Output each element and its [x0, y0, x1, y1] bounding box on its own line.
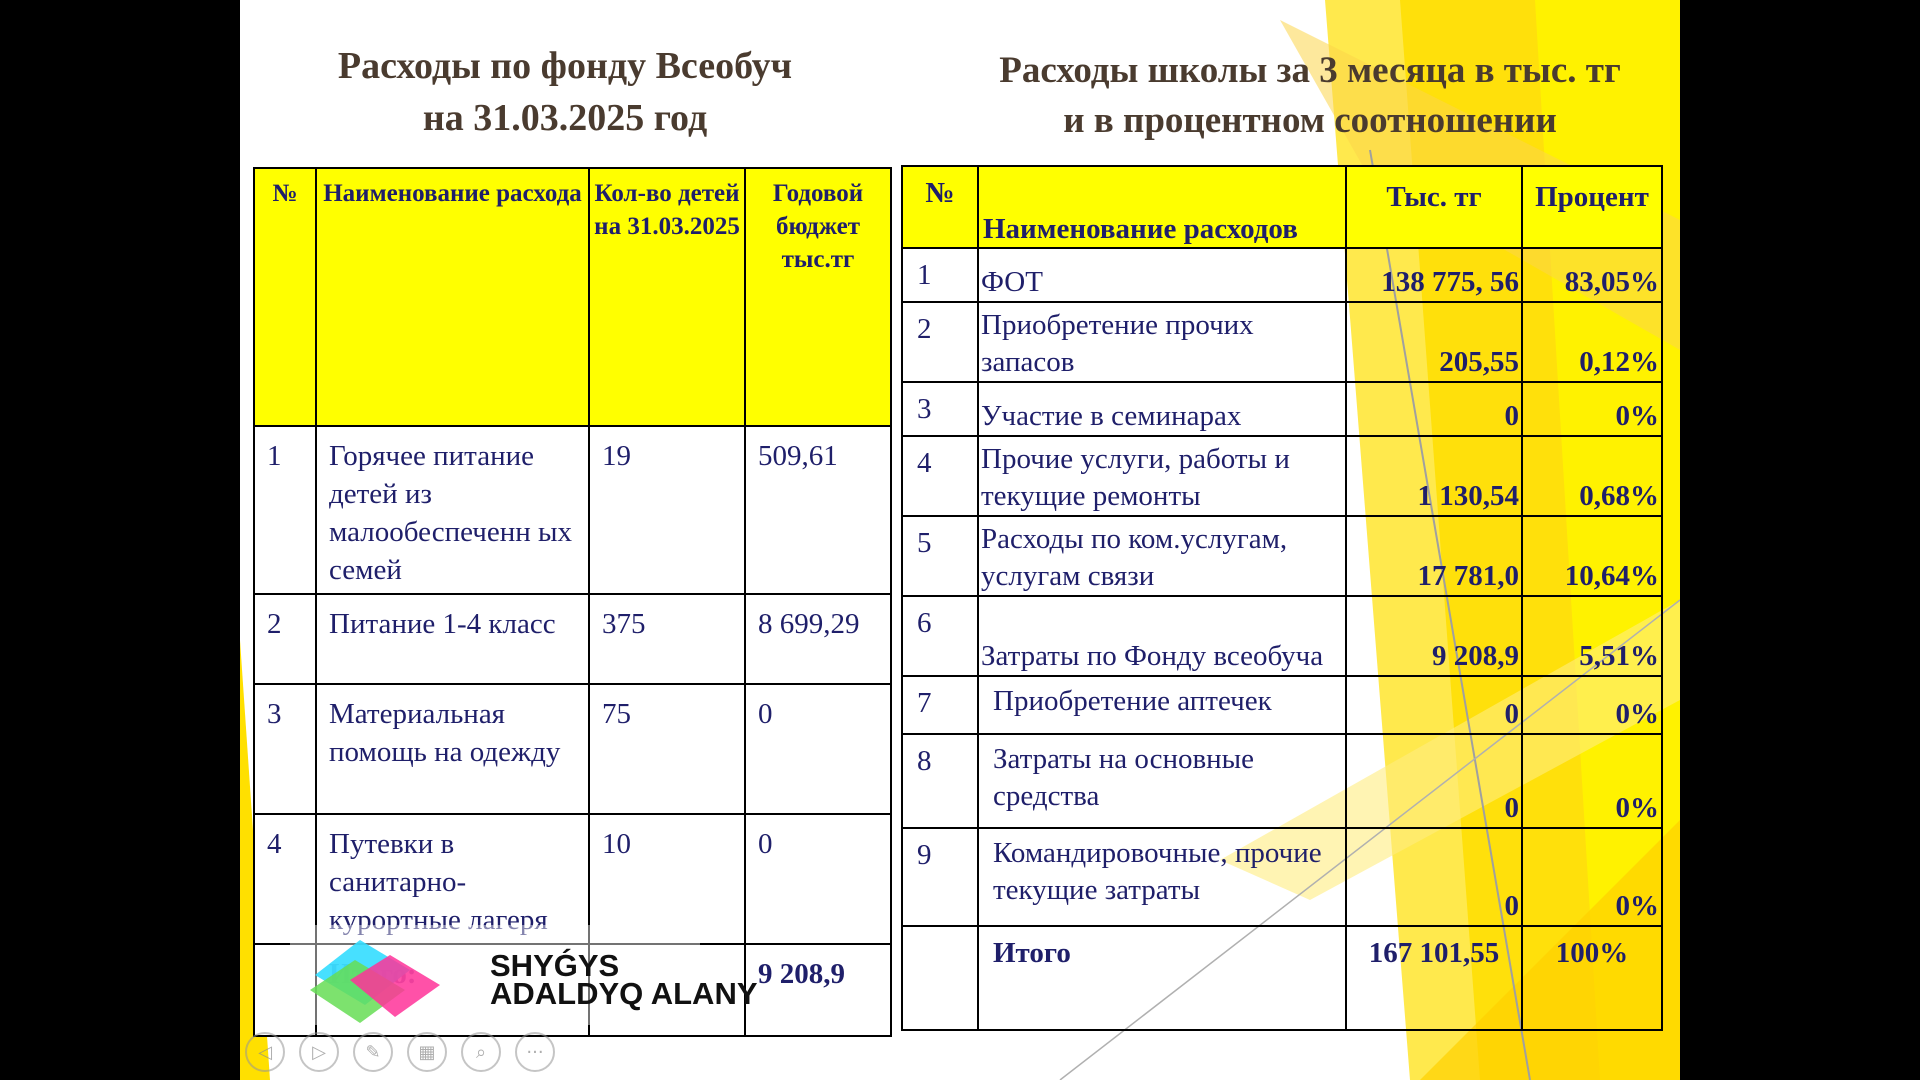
- row-percent: 0%: [1522, 734, 1662, 828]
- row-percent: 0%: [1522, 828, 1662, 926]
- table-row: [902, 436, 1662, 516]
- table-row: [902, 596, 1662, 676]
- watermark-text: [490, 948, 758, 1011]
- row-amount: 17 781,0: [1346, 516, 1522, 596]
- row-number: 5: [902, 516, 978, 596]
- row-name: ФОТ: [978, 248, 1346, 302]
- row-count: 19: [589, 426, 745, 594]
- row-name: Затраты по Фонду всеобуча: [978, 596, 1346, 676]
- header-annual-budget: Годовой бюджет тыс.тг: [745, 168, 891, 426]
- row-percent: 5,51%: [1522, 596, 1662, 676]
- header-number: №: [254, 168, 316, 426]
- header-amount: Тыс. тг: [1346, 166, 1522, 248]
- table-row: [902, 382, 1662, 436]
- table-row: [254, 426, 891, 594]
- watermark-line1: SHYǴYS: [490, 948, 620, 983]
- row-name: Горячее питание детей из малообеспеченн ых семей: [316, 426, 589, 594]
- row-number: 4: [902, 436, 978, 516]
- row-amount: 1 130,54: [1346, 436, 1522, 516]
- row-number: 1: [902, 248, 978, 302]
- row-percent: 83,05%: [1522, 248, 1662, 302]
- table-header-row: [902, 166, 1662, 248]
- row-number: 2: [254, 594, 316, 684]
- total-label: Итого: [978, 926, 1346, 1030]
- row-percent: 0,68%: [1522, 436, 1662, 516]
- row-budget: 509,61: [745, 426, 891, 594]
- row-count: 75: [589, 684, 745, 814]
- row-amount: 138 775, 56: [1346, 248, 1522, 302]
- table-row: [902, 516, 1662, 596]
- row-amount: 205,55: [1346, 302, 1522, 382]
- row-number: 3: [254, 684, 316, 814]
- row-name: Материальная помощь на одежду: [316, 684, 589, 814]
- row-name: Путевки в санитарно- курортные лагеря: [316, 814, 589, 944]
- header-number: №: [902, 166, 978, 248]
- header-children-count: Кол-во детей на 31.03.2025: [589, 168, 745, 426]
- title-left-line1: Расходы по фонду Всеобуч: [337, 45, 793, 87]
- row-amount: 0: [1346, 676, 1522, 734]
- row-number: 4: [254, 814, 316, 944]
- more-icon[interactable]: ···: [515, 1032, 555, 1072]
- row-budget: 0: [745, 814, 891, 944]
- row-number: 2: [902, 302, 978, 382]
- title-right-line1: Расходы школы за 3 месяца в тыс. тг: [999, 50, 1621, 91]
- total-percent: 100%: [1522, 926, 1662, 1030]
- table-row: [254, 684, 891, 814]
- title-right: [940, 46, 1680, 146]
- table-row: [902, 734, 1662, 828]
- header-expense-name: Наименование расходов: [978, 166, 1346, 248]
- table-row: [254, 594, 891, 684]
- row-count: 10: [589, 814, 745, 944]
- header-percent: Процент: [1522, 166, 1662, 248]
- watermark-line2: ADALDYQ ALANY: [490, 976, 758, 1011]
- row-amount: 0: [1346, 382, 1522, 436]
- row-number: 3: [902, 382, 978, 436]
- table-row: [902, 828, 1662, 926]
- row-number: 8: [902, 734, 978, 828]
- table-row: [902, 676, 1662, 734]
- title-right-line2: и в процентном соотношении: [1063, 100, 1557, 141]
- row-number: 7: [902, 676, 978, 734]
- slide: [240, 0, 1680, 1080]
- row-number: 6: [902, 596, 978, 676]
- row-percent: 0,12%: [1522, 302, 1662, 382]
- header-expense-name: Наименование расхода: [316, 168, 589, 426]
- row-name: Приобретение прочих запасов: [978, 302, 1346, 382]
- table-total-row: [902, 926, 1662, 1030]
- next-icon[interactable]: ▷: [299, 1032, 339, 1072]
- row-name: Участие в семинарах: [978, 382, 1346, 436]
- row-name: Прочие услуги, работы и текущие ремонты: [978, 436, 1346, 516]
- pen-icon[interactable]: ✎: [353, 1032, 393, 1072]
- total-budget: 9 208,9: [745, 944, 891, 1036]
- row-number: 1: [254, 426, 316, 594]
- table-row: [902, 248, 1662, 302]
- row-percent: 0%: [1522, 676, 1662, 734]
- school-expenses-table: [901, 165, 1663, 1031]
- row-name: Расходы по ком.услугам, услугам связи: [978, 516, 1346, 596]
- row-amount: 9 208,9: [1346, 596, 1522, 676]
- table-row: [902, 302, 1662, 382]
- slides-grid-icon[interactable]: ▦: [407, 1032, 447, 1072]
- row-name: Затраты на основные средства: [978, 734, 1346, 828]
- row-budget: 0: [745, 684, 891, 814]
- row-number: 9: [902, 828, 978, 926]
- row-amount: 0: [1346, 734, 1522, 828]
- table-header-row: [254, 168, 891, 426]
- total-amount: 167 101,55: [1346, 926, 1522, 1030]
- row-count: 375: [589, 594, 745, 684]
- prev-icon[interactable]: ◁: [245, 1032, 285, 1072]
- row-percent: 0%: [1522, 382, 1662, 436]
- row-name: Приобретение аптечек: [978, 676, 1346, 734]
- row-percent: 10,64%: [1522, 516, 1662, 596]
- fund-expenses-table: [253, 167, 892, 1037]
- slideshow-controls: [245, 1032, 555, 1074]
- title-left-line2: на 31.03.2025 год: [422, 97, 708, 139]
- row-name: Питание 1-4 класс: [316, 594, 589, 684]
- zoom-icon[interactable]: ⌕: [461, 1032, 501, 1072]
- row-name: Командировочные, прочие текущие затраты: [978, 828, 1346, 926]
- title-left: [330, 40, 800, 144]
- row-amount: 0: [1346, 828, 1522, 926]
- row-budget: 8 699,29: [745, 594, 891, 684]
